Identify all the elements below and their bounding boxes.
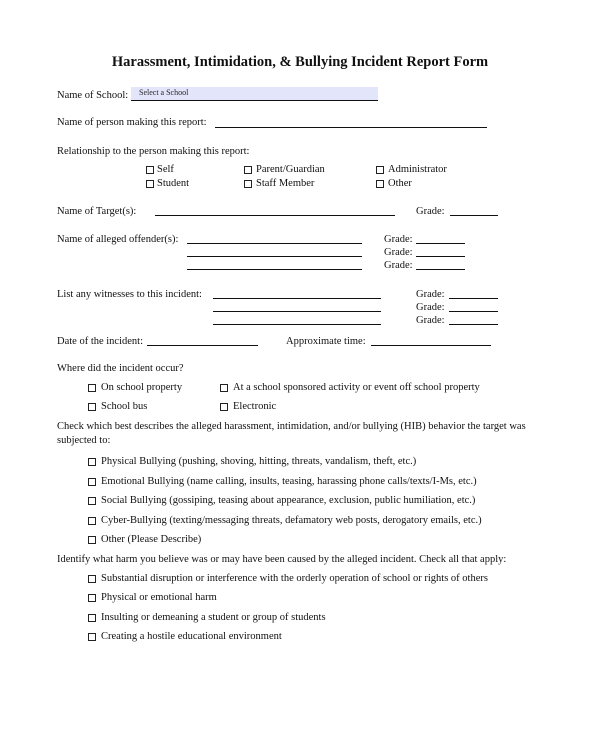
electronic-label: Electronic: [233, 401, 277, 412]
school-bus-checkbox[interactable]: [88, 403, 96, 411]
target-grade-input[interactable]: [450, 215, 498, 216]
offender-grade-label-3: Grade:: [384, 260, 413, 271]
offender-input-1[interactable]: [187, 243, 362, 244]
offender-input-3[interactable]: [187, 269, 362, 270]
social-bullying-label: Social Bullying (gossiping, teasing about appearance, exclusion, public humiliation, etc.): [101, 495, 476, 506]
staff-member-label: Staff Member: [256, 178, 315, 189]
student-checkbox[interactable]: [146, 180, 154, 188]
relationship-label: Relationship to the person making this report:: [57, 146, 250, 157]
reporter-input[interactable]: [215, 127, 487, 128]
electronic-checkbox[interactable]: [220, 403, 228, 411]
on-school-property-label: On school property: [101, 382, 183, 393]
school-sponsored-activity-checkbox[interactable]: [220, 384, 228, 392]
witness-label: List any witnesses to this incident:: [57, 289, 202, 300]
offender-label: Name of alleged offender(s):: [57, 234, 179, 245]
other-relationship-checkbox[interactable]: [376, 180, 384, 188]
offender-grade-label-2: Grade:: [384, 247, 413, 258]
school-sponsored-activity-label: At a school sponsored activity or event off school property: [233, 382, 480, 393]
physical-bullying-label: Physical Bullying (pushing, shoving, hitting, threats, vandalism, theft, etc.): [101, 456, 417, 467]
witness-grade-input-1[interactable]: [449, 298, 498, 299]
administrator-label: Administrator: [388, 164, 447, 175]
witness-grade-label-1: Grade:: [416, 289, 445, 300]
time-label: Approximate time:: [286, 336, 366, 347]
parent-guardian-checkbox[interactable]: [244, 166, 252, 174]
physical-emotional-harm-checkbox[interactable]: [88, 594, 96, 602]
administrator-checkbox[interactable]: [376, 166, 384, 174]
on-school-property-checkbox[interactable]: [88, 384, 96, 392]
school-select-placeholder: Select a School: [139, 88, 189, 97]
school-bus-label: School bus: [101, 401, 148, 412]
target-label: Name of Target(s):: [57, 206, 137, 217]
parent-guardian-label: Parent/Guardian: [256, 164, 325, 175]
school-label: Name of School:: [57, 90, 129, 101]
behavior-question-line2: subjected to:: [57, 435, 111, 446]
offender-input-2[interactable]: [187, 256, 362, 257]
date-label: Date of the incident:: [57, 336, 144, 347]
insulting-demeaning-checkbox[interactable]: [88, 614, 96, 622]
time-input[interactable]: [371, 345, 491, 346]
witness-grade-input-2[interactable]: [449, 311, 498, 312]
cyber-bullying-checkbox[interactable]: [88, 517, 96, 525]
school-select[interactable]: [131, 87, 378, 101]
harm-question: Identify what harm you believe was or may have been caused by the alleged incident. Check all that apply:: [57, 554, 507, 565]
hostile-environment-checkbox[interactable]: [88, 633, 96, 641]
witness-input-2[interactable]: [213, 311, 381, 312]
staff-member-checkbox[interactable]: [244, 180, 252, 188]
offender-grade-label-1: Grade:: [384, 234, 413, 245]
social-bullying-checkbox[interactable]: [88, 497, 96, 505]
emotional-bullying-label: Emotional Bullying (name calling, insults, teasing, harassing phone calls/texts/I-Ms, etc.): [101, 476, 477, 487]
substantial-disruption-label: Substantial disruption or interference with the orderly operation of school or rights of others: [101, 573, 488, 584]
witness-grade-input-3[interactable]: [449, 324, 498, 325]
self-checkbox[interactable]: [146, 166, 154, 174]
other-behavior-checkbox[interactable]: [88, 536, 96, 544]
offender-grade-input-2[interactable]: [416, 256, 465, 257]
witness-grade-label-2: Grade:: [416, 302, 445, 313]
cyber-bullying-label: Cyber-Bullying (texting/messaging threats, defamatory web posts, derogatory emails, etc.): [101, 515, 482, 526]
student-label: Student: [157, 178, 190, 189]
physical-emotional-harm-label: Physical or emotional harm: [101, 592, 217, 603]
target-grade-label: Grade:: [416, 206, 445, 217]
target-input[interactable]: [155, 215, 395, 216]
self-label: Self: [157, 164, 174, 175]
behavior-question-line1: Check which best describes the alleged harassment, intimidation, and/or bullying (HIB) behavior the target was: [57, 421, 526, 432]
witness-input-1[interactable]: [213, 298, 381, 299]
physical-bullying-checkbox[interactable]: [88, 458, 96, 466]
insulting-demeaning-label: Insulting or demeaning a student or group of students: [101, 612, 326, 623]
substantial-disruption-checkbox[interactable]: [88, 575, 96, 583]
date-input[interactable]: [147, 345, 258, 346]
offender-grade-input-1[interactable]: [416, 243, 465, 244]
offender-grade-input-3[interactable]: [416, 269, 465, 270]
witness-input-3[interactable]: [213, 324, 381, 325]
other-behavior-label: Other (Please Describe): [101, 534, 202, 545]
other-relationship-label: Other: [388, 178, 412, 189]
witness-grade-label-3: Grade:: [416, 315, 445, 326]
location-question: Where did the incident occur?: [57, 363, 184, 374]
emotional-bullying-checkbox[interactable]: [88, 478, 96, 486]
form-title: Harassment, Intimidation, & Bullying Incident Report Form: [111, 54, 489, 70]
hostile-environment-label: Creating a hostile educational environment: [101, 631, 282, 642]
reporter-label: Name of person making this report:: [57, 117, 207, 128]
